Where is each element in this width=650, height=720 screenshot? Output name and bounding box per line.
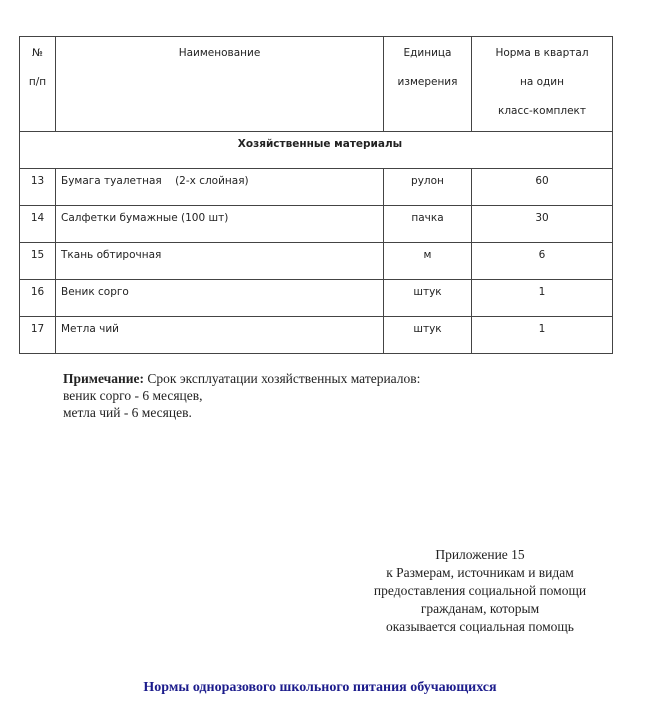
appendix-line: оказывается социальная помощь: [386, 619, 574, 634]
section-title-cell: [20, 132, 613, 169]
row-norm: 1: [538, 323, 546, 335]
header-norm-line: на один: [519, 76, 564, 88]
note-block: [63, 370, 420, 421]
appendix-line: Приложение 15: [435, 547, 525, 562]
header-name-line: Наименование: [178, 47, 261, 59]
row-unit: пачка: [411, 212, 444, 224]
header-num-line: №: [32, 47, 43, 59]
header-norm: [472, 37, 613, 132]
row-norm: 1: [538, 286, 546, 298]
row-norm: 60: [535, 175, 549, 187]
materials-table: [19, 36, 613, 354]
header-num: [20, 37, 56, 132]
row-num: 17: [30, 323, 45, 335]
section-row: [20, 132, 613, 169]
appendix-line: к Размерам, источникам и видам: [386, 565, 574, 580]
note-line: веник сорго - 6 месяцев,: [63, 388, 203, 403]
row-name: Салфетки бумажные (100 шт): [61, 212, 229, 224]
row-unit: штук: [413, 323, 442, 335]
row-norm: 30: [535, 212, 549, 224]
note-first-line: [63, 370, 420, 387]
table-row: [20, 280, 613, 317]
row-unit: штук: [413, 286, 442, 298]
note-text: Срок эксплуатации хозяйственных материалов:: [144, 371, 421, 386]
row-num: 16: [30, 286, 45, 298]
row-num: 13: [30, 175, 45, 187]
header-norm-line: класс-комплект: [497, 105, 586, 117]
table-row: [20, 169, 613, 206]
note-label: Примечание:: [63, 371, 145, 386]
table-header-row: [20, 37, 613, 132]
header-unit-line: Единица: [403, 47, 452, 59]
table-row: [20, 243, 613, 280]
row-name: Метла чий: [61, 323, 119, 335]
appendix-line: предоставления социальной помощи: [373, 583, 587, 598]
row-norm: 6: [538, 249, 546, 261]
appendix-block: [340, 546, 620, 636]
row-name: Веник сорго: [61, 286, 129, 298]
row-unit: м: [423, 249, 432, 261]
section-title: Хозяйственные материалы: [237, 138, 403, 150]
header-name: [56, 37, 384, 132]
header-unit-line: измерения: [397, 76, 458, 88]
row-name: Бумага туалетная (2-х слойная): [61, 175, 249, 187]
header-unit: [384, 37, 472, 132]
section-heading: [0, 680, 650, 696]
table-row: [20, 317, 613, 354]
section-heading-text: Нормы одноразового школьного питания обучающихся: [143, 680, 497, 695]
row-name: Ткань обтирочная: [61, 249, 162, 261]
row-num: 15: [30, 249, 45, 261]
header-num-line: п/п: [28, 76, 47, 88]
header-norm-line: Норма в квартал: [495, 47, 589, 59]
note-line: метла чий - 6 месяцев.: [63, 405, 192, 420]
table-row: [20, 206, 613, 243]
appendix-line: гражданам, которым: [420, 601, 540, 616]
row-num: 14: [30, 212, 45, 224]
row-unit: рулон: [411, 175, 444, 187]
